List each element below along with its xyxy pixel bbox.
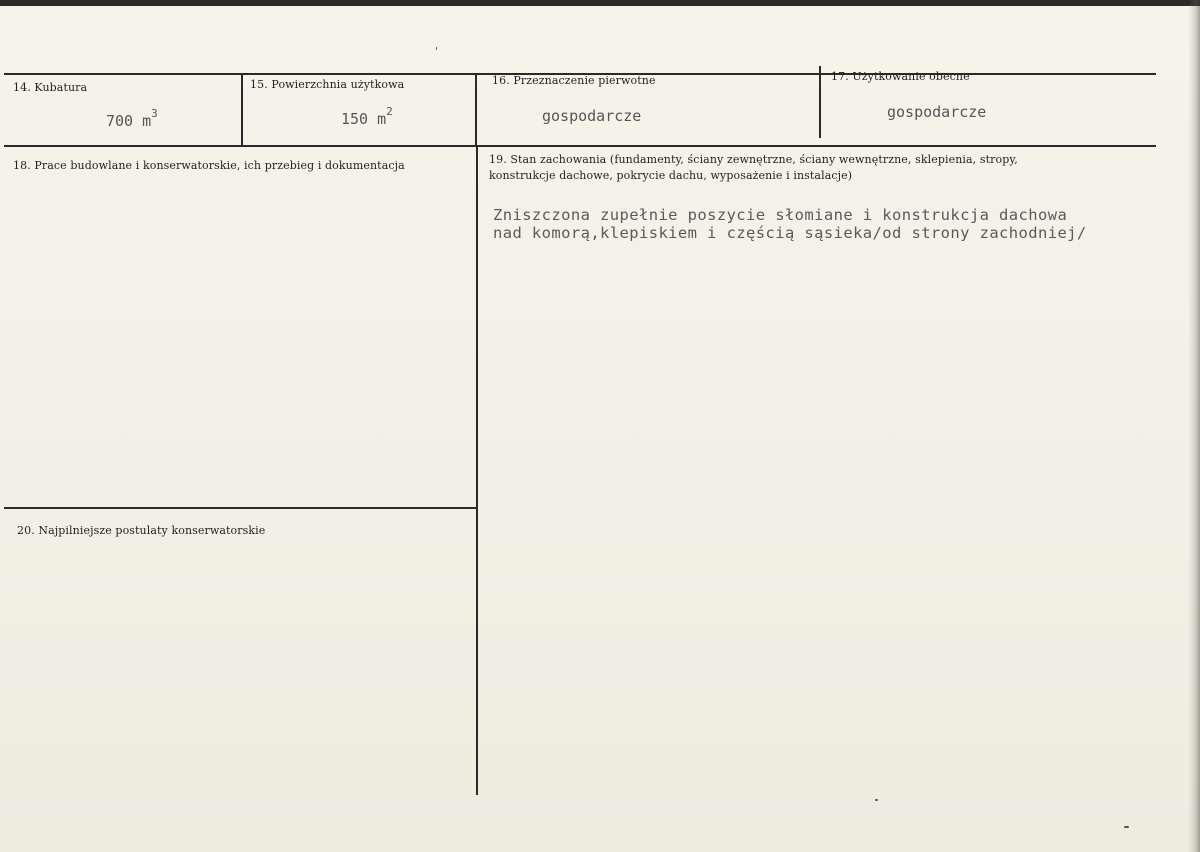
przeznaczenie-label: 16. Przeznaczenie pierwotne xyxy=(492,74,656,87)
powierzchnia-unit-exponent: 2 xyxy=(386,105,393,118)
scan-speck xyxy=(875,799,878,801)
powierzchnia-label: 15. Powierzchnia użytkowa xyxy=(250,78,405,91)
row1-bottom-rule xyxy=(4,145,1156,147)
divider-15-16 xyxy=(475,73,477,145)
uzytkowanie-label: 17. Użytkowanie obecne xyxy=(831,70,970,83)
scan-speck xyxy=(1124,826,1129,828)
kubatura-label: 14. Kubatura xyxy=(13,81,88,94)
kubatura-value xyxy=(106,107,158,130)
kubatura-unit-exponent: 3 xyxy=(151,107,158,120)
przeznaczenie-value: gospodarcze xyxy=(542,107,642,125)
stan-label-line2: konstrukcje dachowe, pokrycie dachu, wyposażenie i instalacje) xyxy=(489,169,853,182)
postulaty-label: 20. Najpilniejsze postulaty konserwatorskie xyxy=(17,524,266,537)
uzytkowanie-value: gospodarcze xyxy=(887,103,987,121)
prace-label: 18. Prace budowlane i konserwatorskie, ich przebieg i dokumentacja xyxy=(13,159,405,172)
divider-16-17 xyxy=(819,66,821,138)
scan-speck xyxy=(436,47,437,50)
stan-label-line1: 19. Stan zachowania (fundamenty, ściany zewnętrzne, ściany wewnętrzne, sklepienia, stropy, xyxy=(489,153,1018,166)
stan-text-line1: Zniszczona zupełnie poszycie słomiane i konstrukcja dachowa xyxy=(493,206,1068,224)
powierzchnia-value-text: 150 m xyxy=(341,110,387,128)
main-vertical-divider xyxy=(476,145,478,795)
scan-right-edge xyxy=(1188,0,1200,852)
divider-14-15 xyxy=(241,73,243,146)
kubatura-value-text: 700 m xyxy=(106,112,152,130)
stan-text-line2: nad komorą,klepiskiem i częścią sąsieka/od strony zachodniej/ xyxy=(493,224,1087,242)
scan-top-edge xyxy=(0,0,1200,6)
section18-bottom-rule xyxy=(4,507,476,509)
powierzchnia-value xyxy=(341,105,393,128)
